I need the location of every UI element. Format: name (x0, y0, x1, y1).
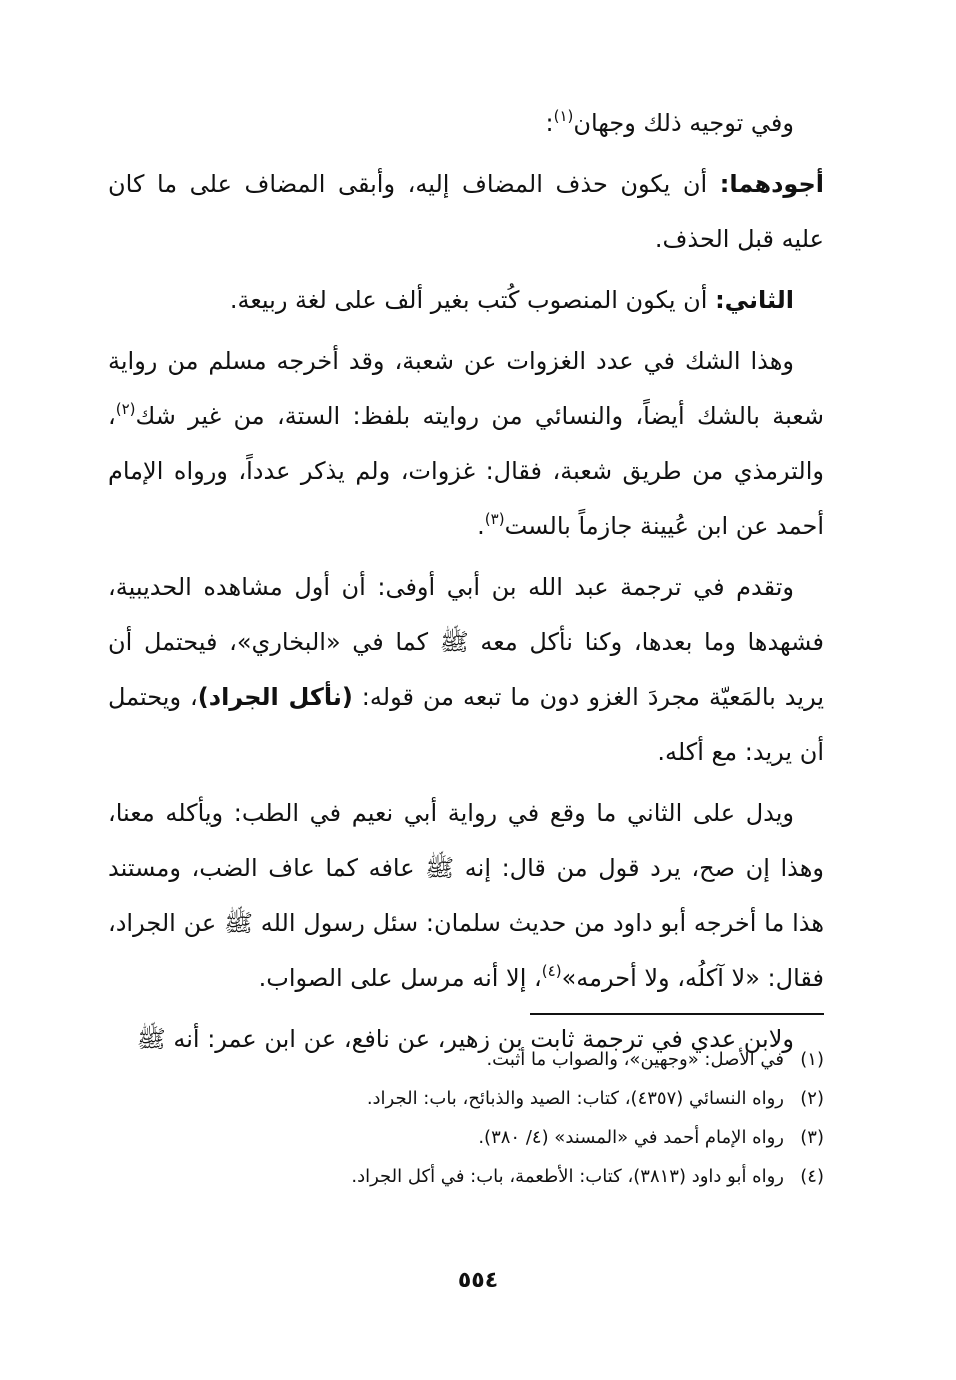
paragraph-text: وتقدم في ترجمة عبد الله بن أبي أوفى: أن أول مشاهده الحديبية، فشهدها وما بعدها، وكنا نأكل معه ﷺ كما في «البخاري»، فيحتمل أن يريد بالمَعيّة مجردَ الغزو دون ما تبعه من قوله: (108, 573, 825, 711)
paragraph-text: ولابن عدي في ترجمة ثابت بن زهير، عن نافع، عن ابن عمر: أنه ﷺ (136, 1025, 794, 1053)
paragraph-first-view (108, 157, 824, 267)
paragraph-ibn-abi-awfa (108, 560, 824, 780)
paragraph-text: وهذا الشك في عدد الغزوات عن شعبة، وقد أخرجه مسلم من رواية شعبة بالشك أيضاً، والنسائي من روايته بلفظ: الستة، من غير شك (108, 347, 824, 430)
bold-phrase: (نأكل الجراد) (197, 683, 353, 711)
paragraph-tail: ، إلا أنه مرسل على الصواب. (258, 964, 542, 992)
paragraph-abu-nuaym (108, 786, 824, 1006)
paragraph-doubt (108, 334, 824, 554)
footnotes (108, 1040, 824, 1196)
paragraph-text: ويدل على الثاني ما وقع في رواية أبي نعيم في الطب: ويأكله معنا، وهذا إن صح، يرد قول من قال: إنه ﷺ عافه كما عاف الضب، ومستند هذا ما أخرجه أبو داود من حديث سلمان: سئل رسول الله ﷺ عن الجراد، فقال: «لا آكلُه، ولا أحرمه» (108, 799, 824, 992)
footnote-text: رواه النسائي (٤٣٥٧)، كتاب: الصيد والذبائح، باب: الجراد. (366, 1088, 784, 1109)
paragraph-text: أن يكون المنصوب كُتب بغير ألف على لغة ربيعة. (229, 286, 716, 314)
footnote-2 (108, 1079, 824, 1118)
paragraph-intro (108, 96, 824, 151)
footnote-number: (٢) (800, 1088, 824, 1109)
footnote-marker: (٤) (541, 962, 562, 980)
footnote-text: رواه الإمام أحمد في «المسند» (٤/ ٣٨٠). (478, 1127, 784, 1148)
footnote-4 (108, 1157, 824, 1196)
footnote-text: رواه أبو داود (٣٨١٣)، كتاب: الأطعمة، باب: في أكل الجراد. (351, 1166, 784, 1187)
paragraph-text: أن يكون حذف المضاف إليه، وأبقى المضاف على ما كان عليه قبل الحذف. (108, 170, 824, 253)
paragraph-tail: ، والترمذي من طريق شعبة، فقال: غزوات، ولم يذكر عدداً، ورواه الإمام أحمد عن ابن عُيينة جازماً بالست (108, 402, 824, 540)
paragraph-tail: ، ويحتمل أن يريد: مع أكله. (108, 683, 824, 766)
paragraph-tail: : (545, 109, 554, 137)
paragraph-tail: . (477, 512, 485, 540)
footnote-number: (١) (800, 1049, 824, 1070)
paragraph-lead: الثاني: (715, 286, 794, 314)
footnote-marker: (٣) (484, 510, 505, 528)
paragraph-lead: أجودهما: (719, 170, 824, 198)
footnote-number: (٤) (800, 1166, 824, 1187)
footnote-marker: (١) (553, 107, 574, 125)
main-text (108, 96, 824, 1073)
footnote-3 (108, 1118, 824, 1157)
paragraph-text: وفي توجيه ذلك وجهان (573, 109, 794, 137)
footnote-marker: (٢) (115, 400, 136, 418)
footnote-1 (108, 1040, 824, 1079)
page-number: ٥٥٤ (457, 1268, 499, 1293)
footnote-text: في الأصل: «وجهين»، والصواب ما أثبت. (486, 1049, 784, 1070)
paragraph-second-view (108, 273, 824, 328)
footnote-separator (530, 1013, 824, 1015)
footnote-number: (٣) (800, 1127, 824, 1148)
